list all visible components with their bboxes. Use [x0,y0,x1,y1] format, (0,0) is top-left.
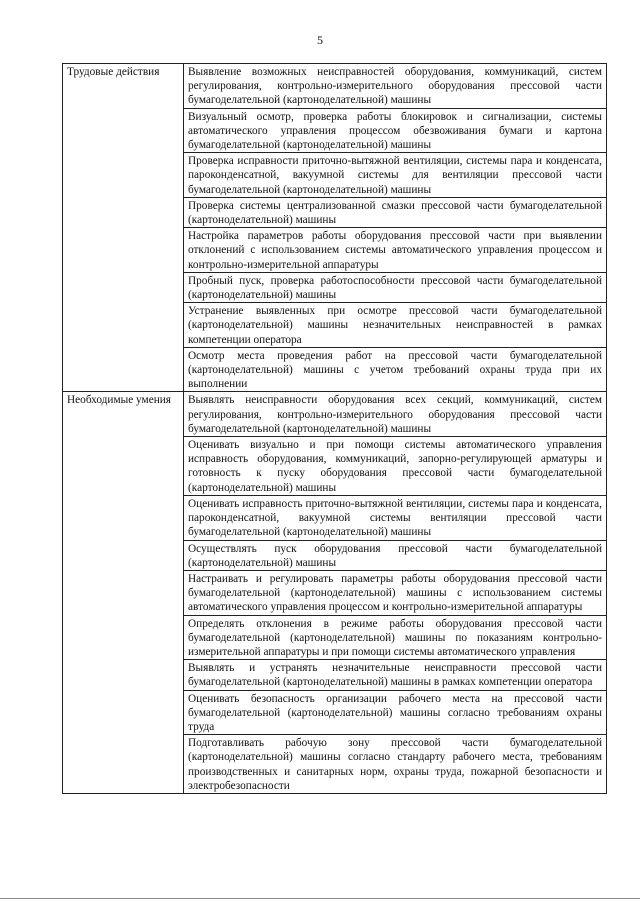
section-item: Пробный пуск, проверка работоспособности прессовой части бумагоделательной (картоноделательной) машины [184,272,607,302]
section-item: Настраивать и регулировать параметры работы оборудования прессовой части бумагоделательной (картоноделательной) машины с использованием системы автоматического управления процессом и контрольно-измерительной аппаратуры [184,570,607,615]
section-item: Подготавливать рабочую зону прессовой части бумагоделательной (картоноделательной) машины согласно стандарту рабочего места, требованиям производственных и санитарных норм, охраны труда, пожарной безопасности и электробезопасности [184,735,607,794]
section-item: Выявлять неисправности оборудования всех секций, коммуникаций, систем регулирования, контрольно-измерительного оборудования прессовой части бумагоделательной (картоноделательной) машины [184,392,607,437]
section-item: Выявлять и устранять незначительные неисправности прессовой части бумагоделательной (картоноделательной) машины в рамках компетенции оператора [184,660,607,690]
section-item: Оценивать визуально и при помощи системы автоматического управления исправность оборудования, коммуникаций, запорно-регулирующей арматуры и готовность к пуску оборудования прессовой части бумагоделательной (картоноделательной) машины [184,437,607,496]
section-item: Определять отклонения в режиме работы оборудования прессовой части бумагоделательной (картоноделательной) машины по показаниям контрольно-измерительной аппаратуры и при помощи системы автоматического управления [184,615,607,660]
section-item: Проверка системы централизованной смазки прессовой части бумагоделательной (картоноделательной) машины [184,197,607,227]
page-number: 5 [317,33,323,47]
section-item: Осмотр места проведения работ на прессовой части бумагоделательной (картоноделательной) машины с учетом требований охраны труда при их выполнении [184,347,607,392]
competency-table-body [63,64,607,794]
section-label: Необходимые умения [63,392,184,793]
section-item: Визуальный осмотр, проверка работы блокировок и сигнализации, системы автоматического управления процессом обезвоживания бумаги и картона бумагоделательной (картоноделательной) машины [184,108,607,153]
section-item: Оценивать безопасность организации рабочего места на прессовой части бумагоделательной (картоноделательной) машины согласно требованиям охраны труда [184,690,607,735]
section-item: Проверка исправности приточно-вытяжной вентиляции, системы пара и конденсата, пароконденсатной, вакуумной системы для вентиляции прессовой части бумагоделательной (картоноделательной) машины [184,153,607,198]
section-item: Устранение выявленных при осмотре прессовой части бумагоделательной (картоноделательной) машины незначительных неисправностей в рамках компетенции оператора [184,303,607,348]
table-row [63,392,607,437]
page-bottom-edge [0,898,640,899]
competency-table [62,63,607,794]
section-item: Выявление возможных неисправностей оборудования, коммуникаций, систем регулирования, контрольно-измерительного оборудования прессовой части бумагоделательной (картоноделательной) машины [184,64,607,109]
section-item: Настройка параметров работы оборудования прессовой части при выявлении отклонений с использованием системы автоматического управления процессом и контрольно-измерительной аппаратуры [184,228,607,273]
section-item: Осуществлять пуск оборудования прессовой части бумагоделательной (картоноделательной) машины [184,540,607,570]
table-row [63,64,607,109]
section-item: Оценивать исправность приточно-вытяжной вентиляции, системы пара и конденсата, пароконденсатной, вакуумной системы вентиляции прессовой части бумагоделательной (картоноделательной) машины [184,495,607,540]
section-label: Трудовые действия [63,64,184,392]
